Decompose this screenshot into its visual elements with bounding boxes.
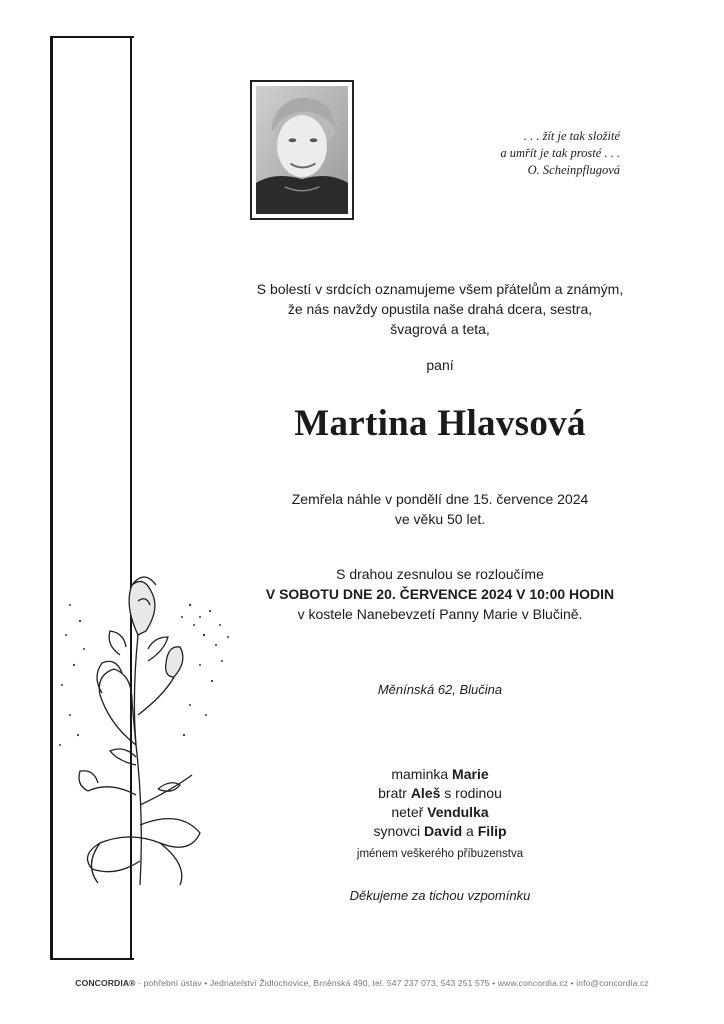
footer-info xyxy=(0,978,724,988)
announcement-line-2: že nás navždy opustila naše drahá dcera, sestra, xyxy=(287,301,593,317)
family-list xyxy=(200,765,680,864)
funeral-intro: S drahou zesnulou se rozloučíme xyxy=(336,566,544,582)
death-age: ve věku 50 let. xyxy=(394,511,486,527)
funeral-place: v kostele Nanebevzetí Panny Marie v Blučině. xyxy=(297,606,583,622)
quote-line-2: a umřít je tak prosté . . . xyxy=(500,146,620,160)
epigraph-quote xyxy=(440,128,620,179)
title-word: paní xyxy=(426,357,454,373)
quote-line-1: . . . žít je tak složité xyxy=(523,129,620,143)
deceased-name: Martina Hlavsová xyxy=(294,403,586,444)
address: Měnínská 62, Blučina xyxy=(377,682,503,697)
announcement-line-1: S bolestí v srdcích oznamujeme všem přátelům a známým, xyxy=(256,281,624,297)
family-row-niece: neteř Vendulka xyxy=(391,804,489,820)
death-date: Zemřela náhle v pondělí dne 15. července 2024 xyxy=(291,491,589,507)
death-info xyxy=(200,489,680,529)
rose-illustration-icon xyxy=(40,565,240,895)
thanks-line: Děkujeme za tichou vzpomínku xyxy=(349,888,531,903)
frame-bottom-edge xyxy=(50,958,134,960)
quote-author: O. Scheinpflugová xyxy=(527,163,620,177)
funeral-date-time: V SOBOTU DNE 20. ČERVENCE 2024 V 10:00 HODIN xyxy=(265,586,615,602)
funeral-info xyxy=(200,564,680,624)
portrait-photo xyxy=(250,80,354,220)
announcement-line-3: švagrová a teta, xyxy=(390,321,490,337)
footer-brand: CONCORDIA® xyxy=(75,978,136,988)
footer-contact: - pohřební ústav • Jednatelství Židlochovice, Brněnská 490, tel. 547 237 073, 543 251 575 • www.concordia.cz • info@concordia.cz xyxy=(135,978,649,988)
portrait-image xyxy=(256,86,348,214)
family-row-mother: maminka Marie xyxy=(391,766,489,782)
family-note: jménem veškerého příbuzenstva xyxy=(356,848,524,860)
family-row-nephews: synovci David a Filip xyxy=(373,823,507,839)
family-row-brother: bratr Aleš s rodinou xyxy=(378,785,502,801)
announcement-text xyxy=(200,279,680,339)
